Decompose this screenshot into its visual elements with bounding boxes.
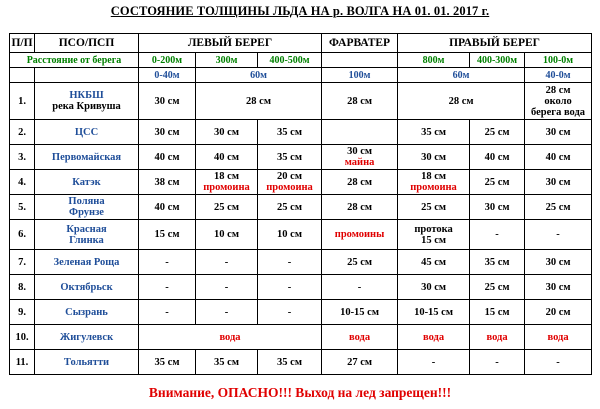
table-row: 5. Поляна Фрунзе 40 см 25 см 25 см 28 см 25 см 30 см 25 см xyxy=(10,195,592,220)
table-row: 2. ЦСС 30 см 30 см 35 см 35 см 25 см 30 см xyxy=(10,120,592,145)
sub-right-3: 40-0м xyxy=(525,68,592,83)
distance-label: Расстояние от берега xyxy=(10,53,139,68)
header-num: П/П xyxy=(10,34,35,53)
sub-distance-row xyxy=(10,68,592,83)
distance-right-2: 400-300м xyxy=(470,53,525,68)
table-row: 6. Красная Глинка 15 см 10 см 10 см промоины протока 15 см - - xyxy=(10,220,592,250)
table-row: 10. Жигулевск вода вода вода вода вода xyxy=(10,325,592,350)
location-cell: Катэк xyxy=(35,170,139,195)
location-cell: Красная Глинка xyxy=(35,220,139,250)
page-title: СОСТОЯНИЕ ТОЛЩИНЫ ЛЬДА НА р. ВОЛГА НА 01. 01. 2017 г. xyxy=(110,4,490,18)
location-cell: Тольятти xyxy=(35,350,139,375)
location-cell: Первомайская xyxy=(35,145,139,170)
table-row: 8. Октябрьск - - - - 30 см 25 см 30 см xyxy=(10,275,592,300)
header-pso: ПСО/ПСП xyxy=(35,34,139,53)
table-row: 1. НКБШ река Кривуша 30 см 28 см 28 см 28 см 28 см около берега вода xyxy=(10,83,592,120)
table-row: 9. Сызрань - - - 10-15 см 10-15 см 15 см 20 см xyxy=(10,300,592,325)
table-row: 11. Тольятти 35 см 35 см 35 см 27 см - - - xyxy=(10,350,592,375)
distance-left-1: 0-200м xyxy=(139,53,196,68)
location-cell: Зеленая Роща xyxy=(35,250,139,275)
table-row: 4. Катэк 38 см 18 см промоина 20 см промоина 28 см 18 см промоина 25 см 30 см xyxy=(10,170,592,195)
sub-right-12: 60м xyxy=(398,68,525,83)
header-left-bank: ЛЕВЫЙ БЕРЕГ xyxy=(139,34,322,53)
distance-right-3: 100-0м xyxy=(525,53,592,68)
location-cell: Октябрьск xyxy=(35,275,139,300)
location-cell: Сызрань xyxy=(35,300,139,325)
location-cell: НКБШ река Кривуша xyxy=(35,83,139,120)
sub-left-23: 60м xyxy=(196,68,322,83)
distance-right-1: 800м xyxy=(398,53,470,68)
danger-warning: Внимание, ОПАСНО!!! Выход на лед запрещен!!! xyxy=(148,385,452,400)
location-cell: Жигулевск xyxy=(35,325,139,350)
sub-fairway: 100м xyxy=(322,68,398,83)
distance-row xyxy=(10,53,592,68)
distance-left-3: 400-500м xyxy=(258,53,322,68)
table-row: 3. Первомайская 40 см 40 см 35 см 30 см майна 30 см 40 см 40 см xyxy=(10,145,592,170)
header-fairway: ФАРВАТЕР xyxy=(322,34,398,53)
location-cell: Поляна Фрунзе xyxy=(35,195,139,220)
distance-left-2: 300м xyxy=(196,53,258,68)
header-right-bank: ПРАВЫЙ БЕРЕГ xyxy=(398,34,592,53)
header-row xyxy=(10,34,592,53)
sub-left-1: 0-40м xyxy=(139,68,196,83)
table-row: 7. Зеленая Роща - - - 25 см 45 см 35 см 30 см xyxy=(10,250,592,275)
ice-thickness-table xyxy=(9,33,592,375)
distance-fairway xyxy=(322,53,398,68)
location-cell: ЦСС xyxy=(35,120,139,145)
